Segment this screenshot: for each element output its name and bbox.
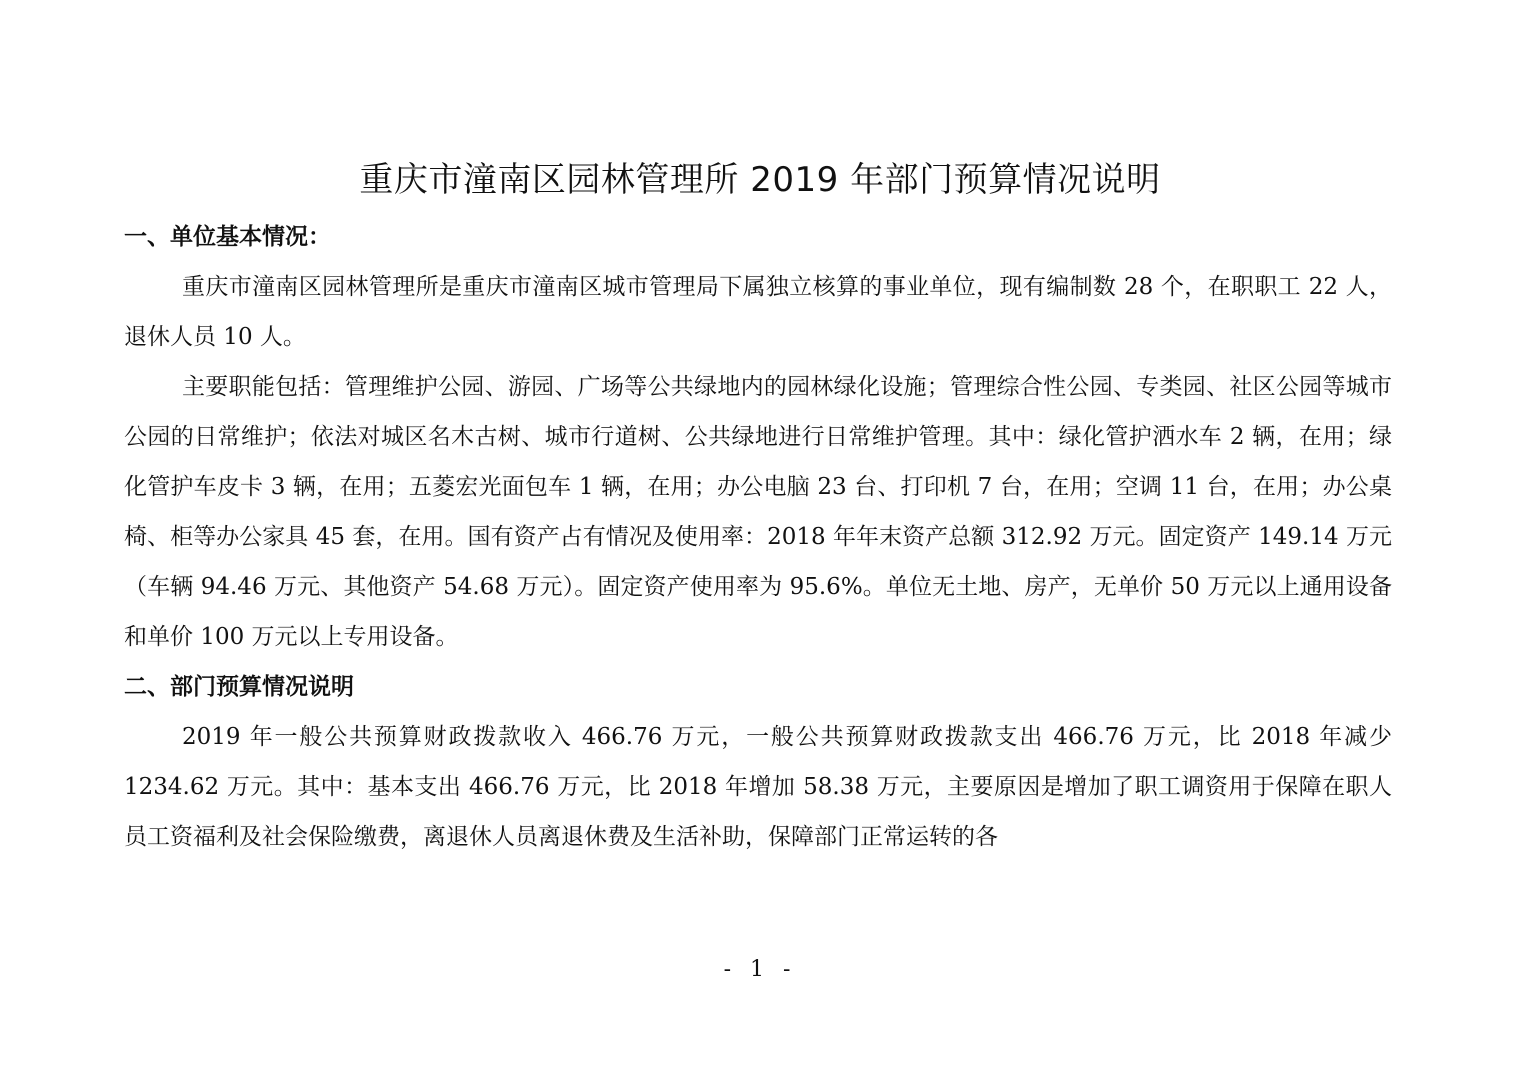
- section-budget-explanation: [124, 662, 1392, 862]
- section-heading: 二、部门预算情况说明: [124, 674, 354, 700]
- document-title: 重庆市潼南区园林管理所 2019 年部门预算情况说明: [359, 160, 1161, 200]
- document-body: [124, 212, 1392, 862]
- page-number: - 1 -: [723, 957, 797, 982]
- section-basic-info: [124, 212, 1392, 662]
- paragraph: 2019 年一般公共预算财政拨款收入 466.76 万元，一般公共预算财政拨款支出 466.76 万元，比 2018 年减少 1234.62 万元。其中：基本支出 466.76 万元，比 2018 年增加 58.38 万元，主要原因是增加了职工调资用于保障在职人员工资福利及社会保险缴费，离退休人员离退休费及生活补助，保障部门正常运转的各: [124, 724, 1392, 850]
- section-heading: 一、单位基本情况：: [124, 224, 331, 250]
- paragraph: 重庆市潼南区园林管理所是重庆市潼南区城市管理局下属独立核算的事业单位，现有编制数 28 个，在职职工 22 人，退休人员 10 人。: [124, 274, 1392, 350]
- paragraph: 主要职能包括：管理维护公园、游园、广场等公共绿地内的园林绿化设施；管理综合性公园、专类园、社区公园等城市公园的日常维护；依法对城区名木古树、城市行道树、公共绿地进行日常维护管理。其中：绿化管护洒水车 2 辆，在用；绿化管护车皮卡 3 辆，在用；五菱宏光面包车 1 辆，在用；办公电脑 23 台、打印机 7 台，在用；空调 11 台，在用；办公桌椅、柜等办公家具 45 套，在用。国有资产占有情况及使用率：2018 年年末资产总额 312.92 万元。固定资产 149.14 万元（车辆 94.46 万元、其他资产 54.68 万元）。固定资产使用率为 95.6%。单位无土地、房产，无单价 50 万元以上通用设备和单价 100 万元以上专用设备。: [124, 374, 1392, 650]
